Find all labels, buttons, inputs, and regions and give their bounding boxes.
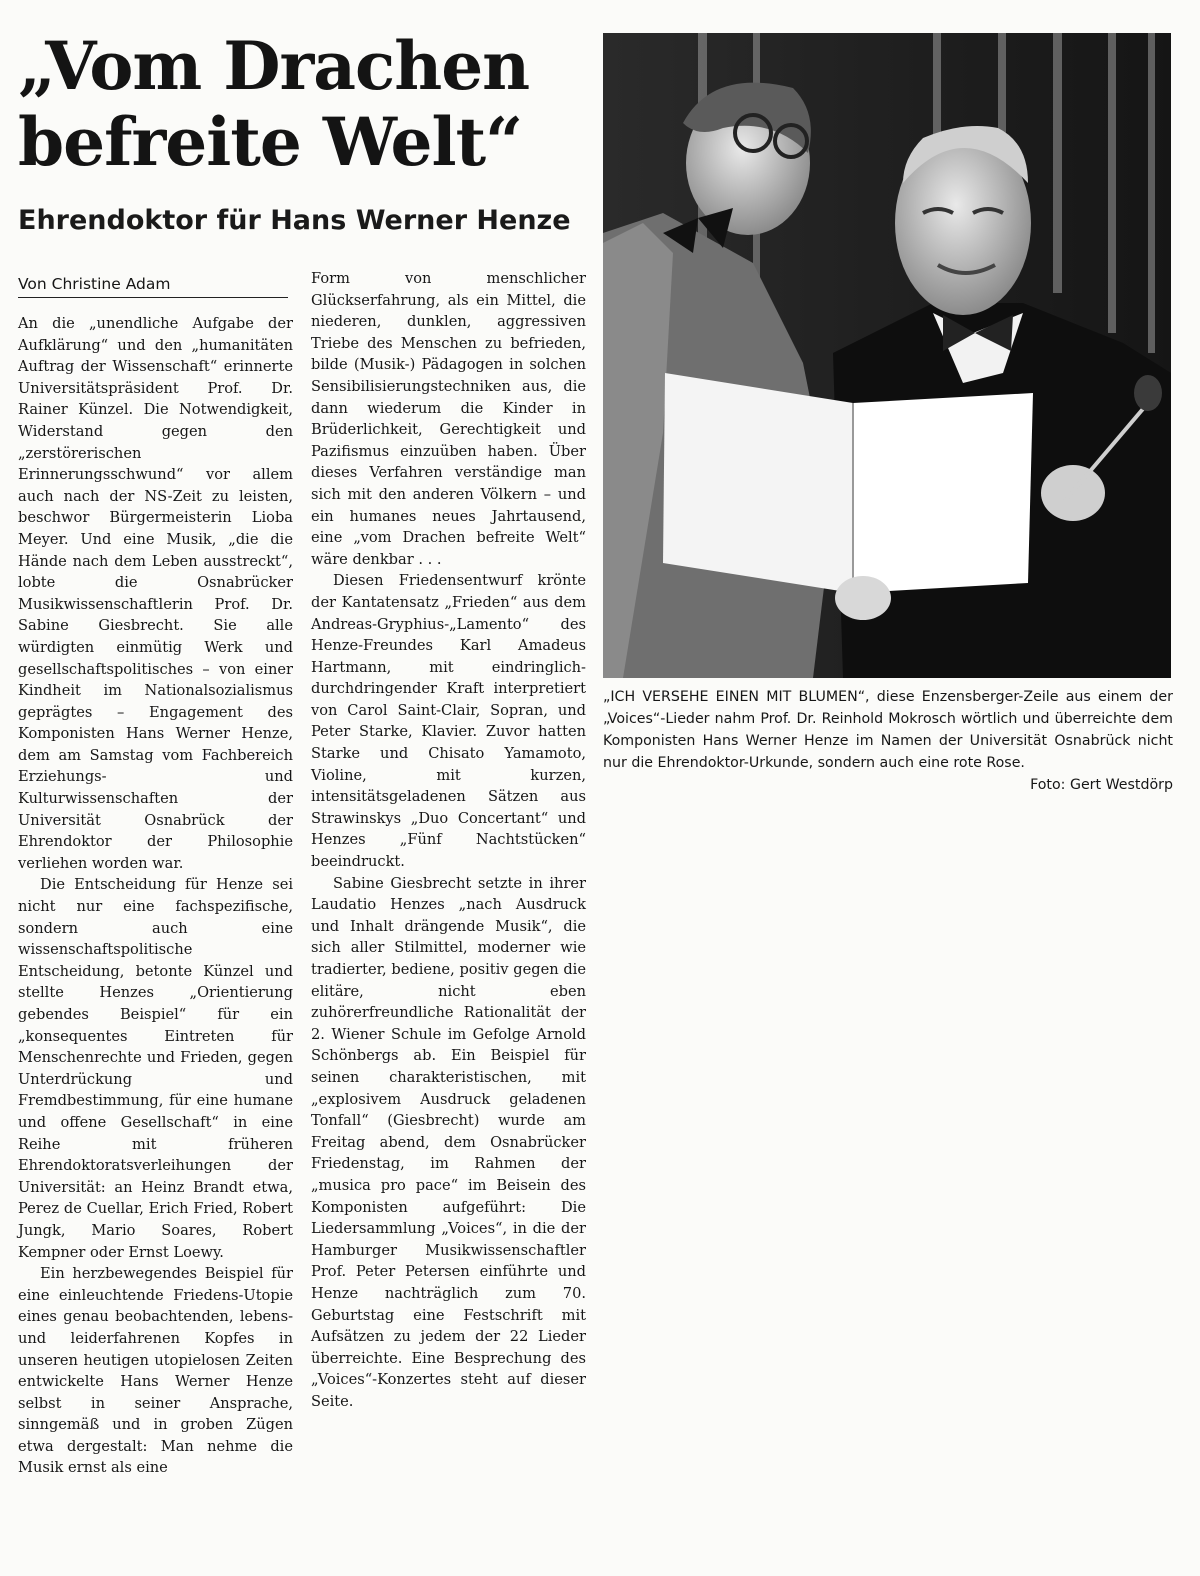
paragraph: Die Entscheidung für Henze sei nicht nur eine fachspezifische, sondern auch eine wissenschaftspolitische Entscheidung, betonte Künzel und stellte Henzes „Orientierung gebendes Beispiel“ für ein „konsequentes Eintreten für Menschenrechte und Frieden, gegen Unterdrückung und Fremdbestimmung, für eine humane und offene Gesellschaft“ in eine Reihe mit früheren Ehrendoktoratsverleihungen der Universität: an Heinz Brandt etwa, Perez de Cuellar, Erich Fried, Robert Jungk, Mario Soares, Robert Kempner oder Ernst Loewy. <box>18 876 293 1261</box>
photo-illustration <box>603 33 1171 678</box>
paragraph: Sabine Giesbrecht setzte in ihrer Laudatio Henzes „nach Ausdruck und Inhalt drängende Musik“, die sich aller Stilmittel, moderner wie tradierter, bediene, positiv gegen die elitäre, nicht eben zuhörerfreundliche Rationalität der 2. Wiener Schule im Gefolge Arnold Schönbergs ab. Ein Beispiel für seinen charakteristischen, mit „explosivem Ausdruck geladenen Tonfall“ (Giesbrecht) wurde am Freitag abend, dem Osnabrücker Friedenstag, im Rahmen der „musica pro pace“ im Beisein des Komponisten aufgeführt: Die Liedersammlung „Voices“, in die der Hamburger Musikwissenschaftler Prof. Peter Petersen einführte und Henze nachträglich zum 70. Geburtstag eine Festschrift mit Aufsätzen zu jedem der 22 Lieder überreichte. Eine Besprechung des „Voices“-Konzertes steht auf dieser Seite. <box>311 874 586 1410</box>
paragraph: Diesen Friedensentwurf krönte der Kantatensatz „Frieden“ aus dem Andreas-Gryphius-„Lamento“ des Henze-Freundes Karl Amadeus Hartmann, mit eindringlich-durchdringender Kraft interpretiert von Carol Saint-Clair, Sopran, und Peter Starke, Klavier. Zuvor hatten Starke und Chisato Yamamoto, Violine, mit kurzen, intensitätsgeladenen Sätzen aus Strawinskys „Duo Concertant“ und Henzes „Fünf Nachtstücken“ beeindruckt. <box>311 572 586 871</box>
paragraph: Ein herzbewegendes Beispiel für eine einleuchtende Friedens-Utopie eines genau beobachtenden, lebens- und leiderfahrenen Kopfes in unseren heutigen utopielosen Zeiten entwickelte Hans Werner Henze selbst in seiner Ansprache, sinngemäß und in groben Zügen etwa dergestalt: Man nehme die Musik ernst als eine <box>18 1265 293 1477</box>
photo-caption <box>603 686 1173 796</box>
article-byline: Von Christine Adam <box>18 273 288 298</box>
article-subheadline: Ehrendoktor für Hans Werner Henze <box>18 205 571 236</box>
article-headline <box>18 28 578 180</box>
article-photo <box>603 33 1171 678</box>
paragraph: Form von menschlicher Glückserfahrung, als ein Mittel, die niederen, dunklen, aggressiven Triebe des Menschen zu befrieden, bilde (Musik-) Pädagogen in solchen Sensibilisierungstechniken aus, die dann wiederum die Kinder in Brüderlichkeit, Gerechtigkeit und Pazifismus einzuüben haben. Über dieses Verfahren verständige man sich mit den anderen Völkern – und ein humanes neues Jahrtausend, eine „vom Drachen befreite Welt“ wäre denkbar . . . <box>311 270 586 568</box>
photo-credit: Foto: Gert Westdörp <box>1030 777 1173 793</box>
caption-text: „ICH VERSEHE EINEN MIT BLUMEN“, diese Enzensberger-Zeile aus einem der „Voices“-Lieder nahm Prof. Dr. Reinhold Mokrosch wörtlich und überreichte dem Komponisten Hans Werner Henze im Namen der Universität Osnabrück nicht nur die Ehrendoktor-Urkunde, sondern auch eine rote Rose. <box>603 689 1173 771</box>
paragraph: An die „unendliche Aufgabe der Aufklärung“ und den „humanitäten Auftrag der Wissenschaft“ erinnerte Universitätspräsident Prof. Dr. Rainer Künzel. Die Notwendigkeit, Widerstand gegen den „zerstörerischen Erinnerungsschwund“ vor allem auch nach der NS-Zeit zu leisten, beschwor Bürgermeisterin Lioba Meyer. Und eine Musik, „die die Hände nach dem Leben ausstreckt“, lobte die Osnabrücker Musikwissenschaftlerin Prof. Dr. Sabine Giesbrecht. Sie alle würdigten einmütig Werk und gesellschaftspolitisches – von einer Kindheit im Nationalsozialismus geprägtes – Engagement des Komponisten Hans Werner Henze, dem am Samstag vom Fachbereich Erziehungs- und Kulturwissenschaften der Universität Osnabrück der Ehrendoktor der Philosophie verliehen worden war. <box>18 315 293 872</box>
text-column-2 <box>311 268 586 1412</box>
text-column-1 <box>18 313 293 1479</box>
headline-line-2: befreite Welt“ <box>18 103 523 181</box>
headline-line-1: „Vom Drachen <box>18 27 530 105</box>
